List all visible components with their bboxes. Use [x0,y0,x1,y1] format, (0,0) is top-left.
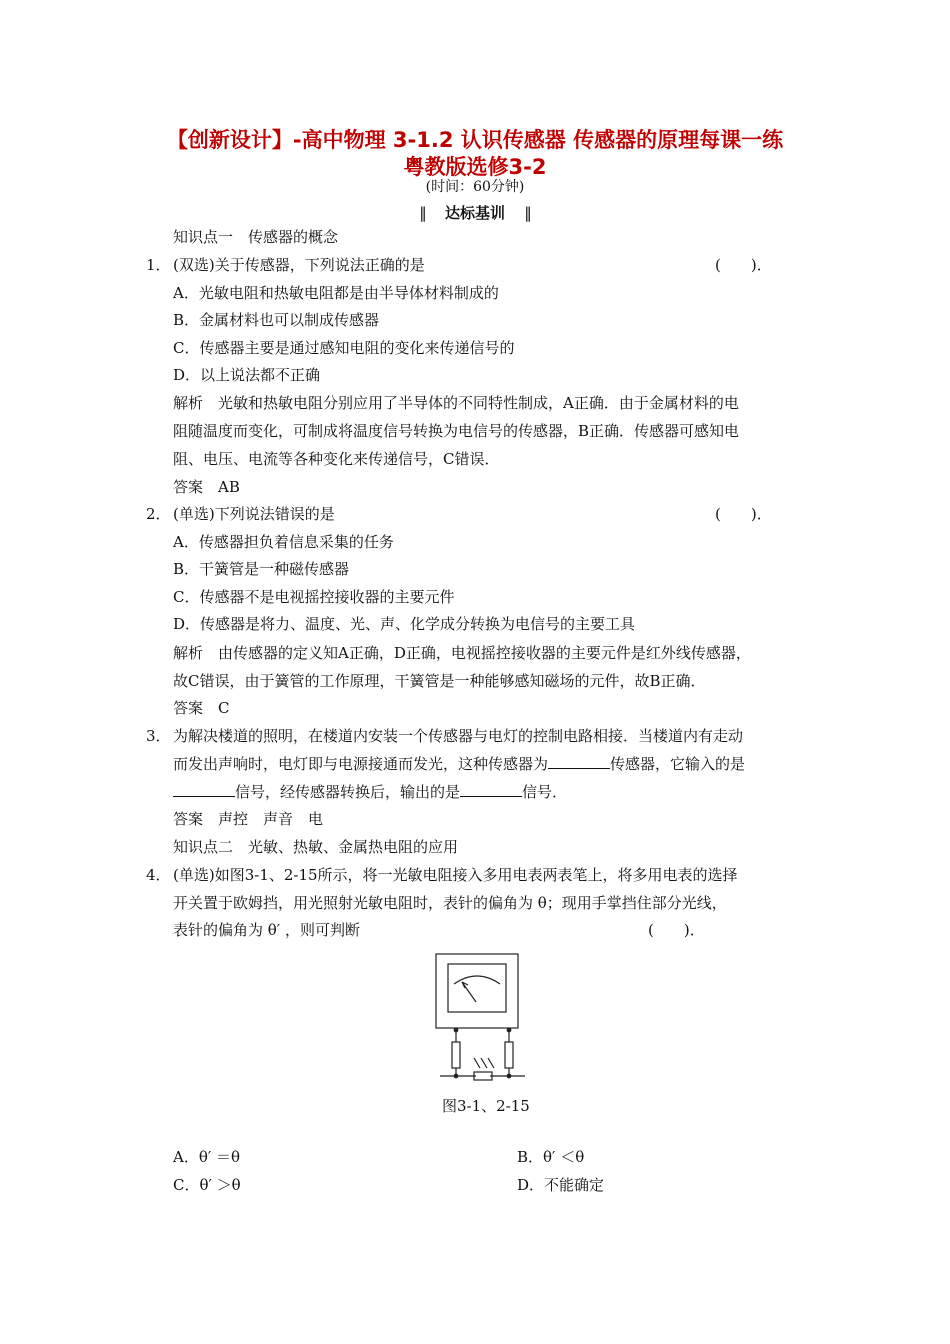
question-2-answer: 答案 C [173,699,230,717]
section-bar-left: ‖ [419,204,426,222]
question-2-option-b: B．干簧管是一种磁传感器 [173,560,350,578]
section-bar-right: ‖ [524,204,531,222]
figure-multimeter-photoresistor [430,950,530,1094]
question-3-line2 [173,754,745,774]
question-1-answer: 答案 AB [173,478,240,496]
question-4-line2: 开关置于欧姆挡，用光照射光敏电阻时，表针的偏角为 θ；现用手掌挡住部分光线， [173,894,727,912]
document-title-line1: 【创新设计】-高中物理 3-1.2 认识传感器 传感器的原理每课一练 [166,128,784,152]
question-2-analysis-line1: 解析 由传感器的定义知A正确，D正确，电视摇控接收器的主要元件是红外线传感器， [173,644,751,662]
document-title-line2: 粤教版选修3-2 [403,155,547,179]
question-3-number: 3． [146,727,171,745]
question-1-number: 1． [146,256,171,274]
answer-blank-3[interactable] [460,782,522,797]
question-1-stem: (双选)关于传感器，下列说法正确的是 [173,256,425,274]
figure-caption: 图3-1、2-15 [442,1097,530,1115]
question-2-option-d: D．传感器是将力、温度、光、声、化学成分转换为电信号的主要工具 [173,615,636,633]
question-3-line2-text-a: 而发出声响时，电灯即与电源接通而发光，这种传感器为 [173,755,549,773]
knowledge-point-1: 知识点一 传感器的概念 [173,228,339,246]
section-heading [0,202,950,223]
question-4-bracket: ( )． [648,921,705,939]
question-1-option-a: A．光敏电阻和热敏电阻都是由半导体材料制成的 [173,284,499,302]
question-4-number: 4． [146,866,171,884]
question-3-line3-text-b: 信号． [522,783,568,801]
answer-blank-1[interactable] [548,754,610,769]
question-2-option-c: C．传感器不是电视摇控接收器的主要元件 [173,588,455,606]
answer-blank-2[interactable] [173,782,235,797]
question-1-option-c: C．传感器主要是通过感知电阻的变化来传递信号的 [173,339,515,357]
question-4-option-c: C．θ′ ＞θ [173,1176,241,1194]
question-4-line3: 表针的偏角为 θ′ ，则可判断 [173,921,360,939]
question-1-option-b: B．金属材料也可以制成传感器 [173,311,380,329]
question-2-bracket: ( )． [715,505,772,523]
question-3-line3 [173,782,567,802]
time-note: (时间：60分钟) [425,179,525,195]
question-1-bracket: ( )． [715,256,772,274]
question-1-analysis-line1: 解析 光敏和热敏电阻分别应用了半导体的不同特性制成，A正确．由于金属材料的电 [173,394,739,412]
question-4-line1: (单选)如图3-1、2-15所示，将一光敏电阻接入多用电表两表笔上，将多用电表的选择 [173,866,738,884]
question-1-analysis-line3: 阻、电压、电流等各种变化来传递信号，C错误． [173,450,500,468]
question-1-analysis-line2: 阻随温度而变化，可制成将温度信号转换为电信号的传感器，B正确．传感器可感知电 [173,422,740,440]
question-3-line3-text-a: 信号，经传感器转换后，输出的是 [235,783,461,801]
knowledge-point-2: 知识点二 光敏、热敏、金属热电阻的应用 [173,838,459,856]
question-4-option-b: B．θ′ ＜θ [517,1148,585,1166]
question-3-answer: 答案 声控 声音 电 [173,810,324,828]
question-2-option-a: A．传感器担负着信息采集的任务 [173,533,394,551]
question-1-option-d: D．以上说法都不正确 [173,366,321,384]
question-2-stem: (单选)下列说法错误的是 [173,505,335,523]
question-4-option-d: D．不能确定 [517,1176,605,1194]
question-3-line1: 为解决楼道的照明，在楼道内安装一个传感器与电灯的控制电路相接．当楼道内有走动 [173,727,744,745]
question-4-option-a: A．θ′ ＝θ [173,1148,241,1166]
question-3-line2-text-b: 传感器，它输入的是 [610,755,746,773]
section-label: 达标基训 [444,204,505,222]
question-2-analysis-line2: 故C错误，由于簧管的工作原理，干簧管是一种能够感知磁场的元件，故B正确． [173,672,706,690]
question-2-number: 2． [146,505,171,523]
